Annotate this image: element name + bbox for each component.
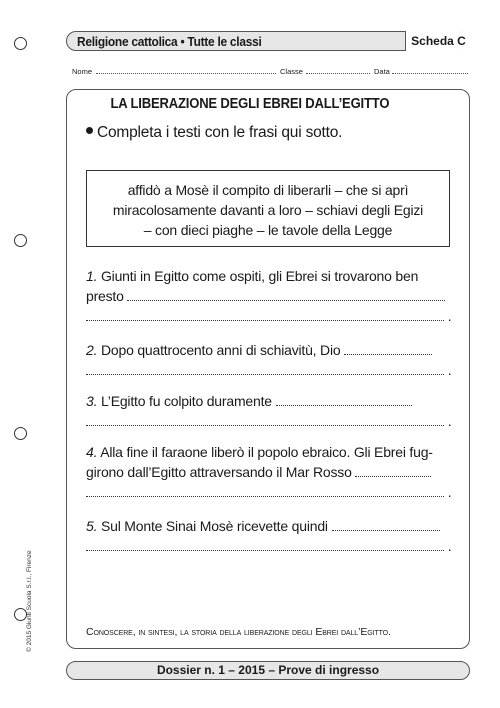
copyright: © 2015 Giunti Scuola S.r.l., Firenze: [26, 550, 33, 652]
classe-field[interactable]: [306, 73, 370, 74]
punch-hole-2: [14, 234, 27, 247]
student-info-row: [70, 67, 470, 79]
page-title: LA LIBERAZIONE DEGLI EBREI DALL’EGITTO: [110, 96, 390, 112]
exercise-text: girono dall’Egitto attraversando il Mar Rosso: [86, 464, 352, 480]
word-bank-line: miracolosamente davanti a loro – schiavi degli Egizi: [112, 202, 424, 218]
answer-line[interactable]: [344, 354, 432, 355]
exercise-text: Sul Monte Sinai Mosè ricevette quindi: [100, 518, 328, 534]
answer-line[interactable]: [276, 405, 412, 406]
exercise-number: 1.: [86, 268, 98, 284]
exercise-text: presto: [86, 288, 124, 304]
instruction: [86, 124, 342, 142]
exercise-text: Dopo quattrocento anni di schiavitù, Dio: [100, 342, 341, 358]
exercise-number: 5.: [86, 518, 98, 534]
data-label: Data: [374, 67, 390, 76]
answer-line[interactable]: [86, 425, 444, 426]
header-bar: [66, 31, 470, 51]
word-bank-line: affidò a Mosè il compito di liberarli – che si aprì: [127, 182, 409, 198]
word-bank-line: – con dieci piaghe – le tavole della Legge: [143, 222, 393, 238]
punch-hole-3: [14, 427, 27, 440]
answer-line[interactable]: [86, 320, 444, 321]
exercise-text: Alla fine il faraone liberò il popolo ebraico. Gli Ebrei fug-: [100, 444, 433, 460]
instruction-text: Completa i testi con le frasi qui sotto.: [97, 124, 343, 141]
answer-line[interactable]: [86, 550, 444, 551]
word-bank: [86, 170, 450, 247]
classe-label: Classe: [280, 67, 303, 76]
answer-line[interactable]: [86, 374, 444, 375]
learning-objective: Conoscere, in sintesi, la storia della liberazione degli Ebrei dall’Egitto.: [86, 626, 391, 638]
nome-field[interactable]: [96, 73, 276, 74]
bullet-icon: [86, 127, 93, 134]
header-subject: Religione cattolica • Tutte le classi: [77, 34, 262, 49]
answer-line[interactable]: [332, 530, 440, 531]
nome-label: Nome: [72, 67, 93, 76]
dossier-bar: Dossier n. 1 – 2015 – Prove di ingresso: [66, 661, 470, 680]
answer-line[interactable]: [127, 300, 445, 301]
exercise-number: 3.: [86, 393, 98, 409]
punch-hole-1: [14, 37, 27, 50]
answer-line[interactable]: [86, 496, 444, 497]
scheda-label: Scheda C: [405, 31, 471, 51]
exercise-text: L’Egitto fu colpito duramente: [100, 393, 272, 409]
exercise-number: 2.: [86, 342, 98, 358]
exercise-number: 4.: [86, 444, 98, 460]
data-field[interactable]: [392, 73, 468, 74]
answer-line[interactable]: [355, 476, 431, 477]
exercise-text: Giunti in Egitto come ospiti, gli Ebrei si trovarono ben: [100, 268, 419, 284]
